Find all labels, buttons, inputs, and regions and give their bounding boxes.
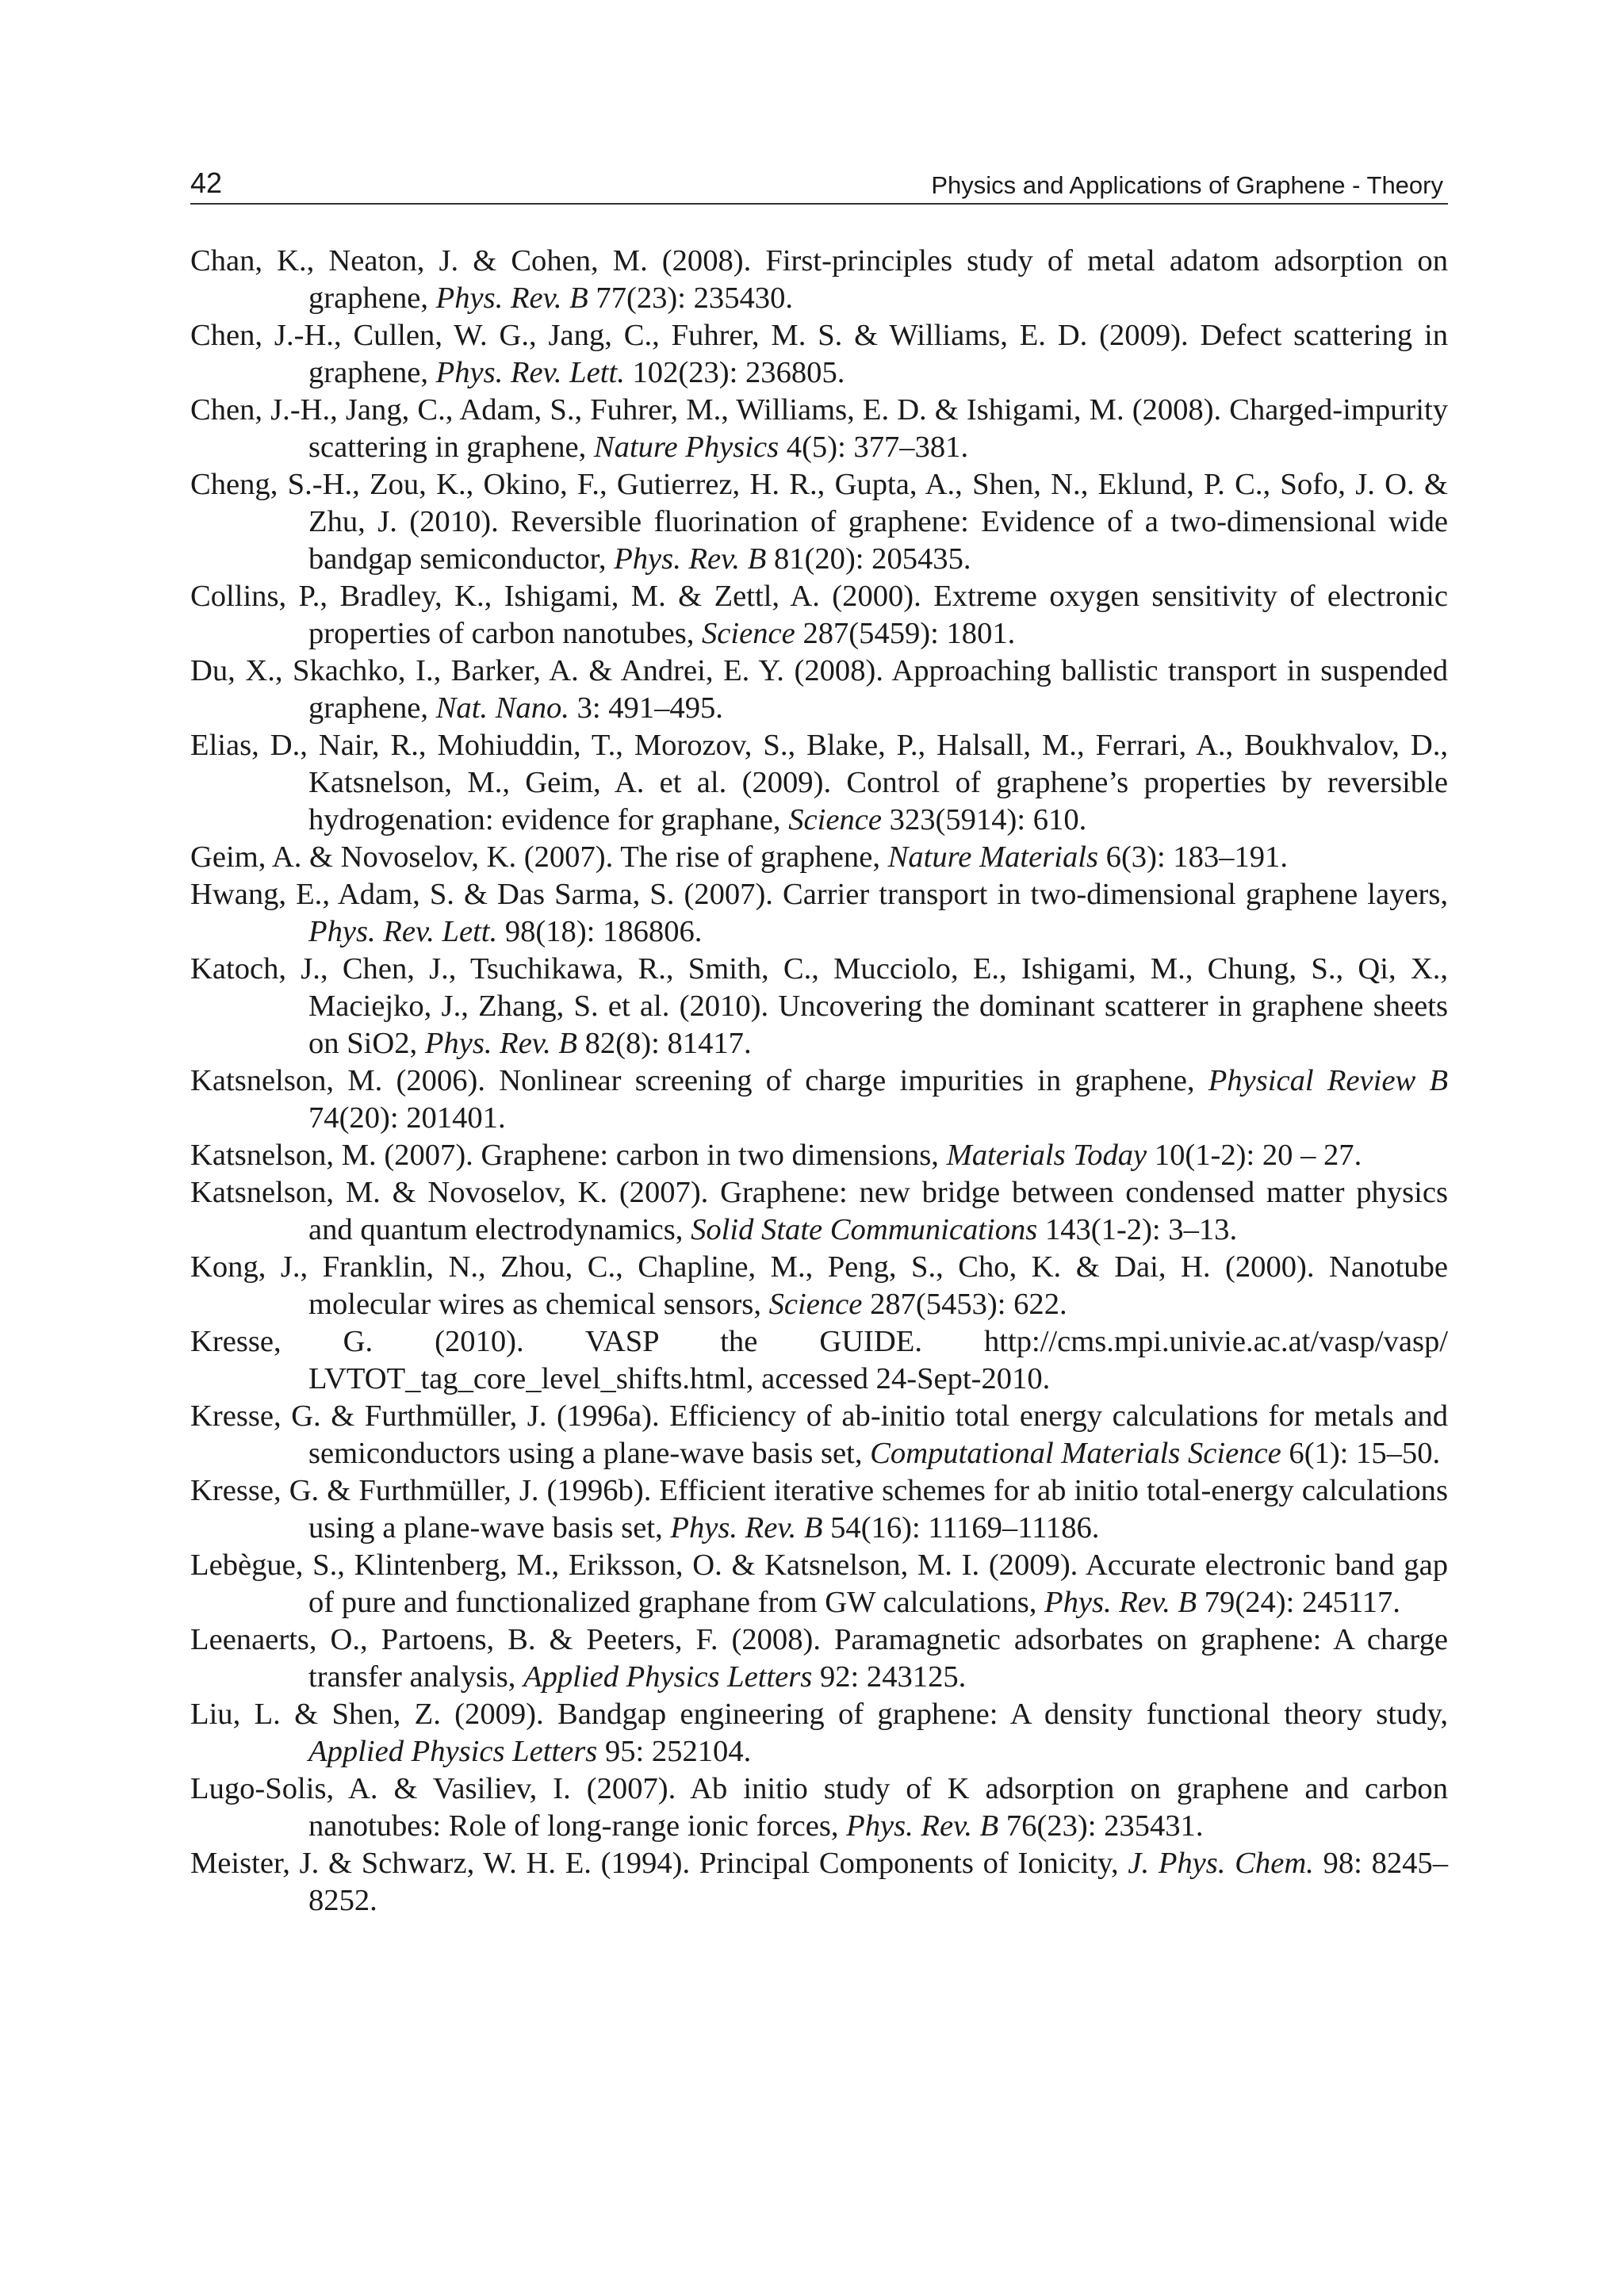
reference-entry bbox=[190, 317, 1448, 392]
page-number: 42 bbox=[190, 167, 223, 199]
reference-volume-pages: 4(5): 377–381. bbox=[779, 431, 969, 464]
reference-entry bbox=[190, 1062, 1448, 1137]
reference-entry bbox=[190, 1770, 1448, 1845]
running-title: Physics and Applications of Graphene - Theory bbox=[931, 171, 1443, 199]
reference-text: Kresse, G. & Furthmüller, J. (1996b). Efficient iterative schemes for ab initio total-energy calculations using a plane-wave basis set, bbox=[190, 1474, 1448, 1545]
journal-name: Phys. Rev. Lett. bbox=[435, 356, 625, 389]
journal-name: Phys. Rev. B bbox=[614, 542, 767, 576]
reference-volume-pages: 81(20): 205435. bbox=[766, 542, 971, 576]
page-header bbox=[190, 163, 1448, 205]
reference-volume-pages: 82(8): 81417. bbox=[576, 1027, 752, 1060]
reference-volume-pages: 287(5453): 622. bbox=[862, 1288, 1067, 1321]
reference-volume-pages: 323(5914): 610. bbox=[882, 803, 1087, 836]
reference-volume-pages: 102(23): 236805. bbox=[624, 356, 845, 389]
reference-text: Lebègue, S., Klintenberg, M., Eriksson, O. & Katsnelson, M. I. (2009). Accurate electronic band gap of pure and functionalized graphane from GW calculations, bbox=[190, 1548, 1448, 1619]
journal-name: Nat. Nano. bbox=[435, 691, 569, 725]
reference-list bbox=[190, 243, 1448, 1920]
reference-entry bbox=[190, 1547, 1448, 1621]
reference-text: Geim, A. & Novoselov, K. (2007). The rise of graphene, bbox=[190, 840, 888, 874]
reference-text: Lugo-Solis, A. & Vasiliev, I. (2007). Ab initio study of K adsorption on graphene and carbon nanotubes: Role of long-range ionic forces, bbox=[190, 1772, 1448, 1843]
reference-volume-pages: 10(1-2): 20 – 27. bbox=[1147, 1139, 1362, 1172]
journal-name: Computational Materials Science bbox=[870, 1437, 1281, 1470]
journal-name: Science bbox=[768, 1288, 863, 1321]
reference-entry bbox=[190, 653, 1448, 727]
reference-entry bbox=[190, 1845, 1448, 1920]
journal-name: Phys. Rev. B bbox=[435, 281, 588, 315]
reference-entry bbox=[190, 1621, 1448, 1696]
reference-volume-pages: 143(1-2): 3–13. bbox=[1037, 1213, 1238, 1246]
journal-name: Nature Materials bbox=[887, 840, 1099, 874]
journal-name: Applied Physics Letters bbox=[308, 1735, 598, 1768]
reference-text: Katsnelson, M. (2007). Graphene: carbon in two dimensions, bbox=[190, 1139, 947, 1172]
reference-entry bbox=[190, 1696, 1448, 1770]
reference-text: Chen, J.-H., Jang, C., Adam, S., Fuhrer, M., Williams, E. D. & Ishigami, M. (2008). Charged-impurity scattering in graphene, bbox=[190, 393, 1448, 464]
reference-text: Chen, J.-H., Cullen, W. G., Jang, C., Fuhrer, M. S. & Williams, E. D. (2009). Defect scattering in graphene, bbox=[190, 319, 1448, 389]
journal-name: Phys. Rev. B bbox=[670, 1511, 823, 1545]
reference-text: Chan, K., Neaton, J. & Cohen, M. (2008). First-principles study of metal adatom adsorption on graphene, bbox=[190, 244, 1448, 315]
reference-entry bbox=[190, 876, 1448, 951]
reference-entry bbox=[190, 951, 1448, 1062]
journal-name: J. Phys. Chem. bbox=[1128, 1847, 1314, 1880]
reference-volume-pages: 287(5459): 1801. bbox=[795, 617, 1016, 650]
reference-text: Leenaerts, O., Partoens, B. & Peeters, F. (2008). Paramagnetic adsorbates on graphene: A charge transfer analysis, bbox=[190, 1623, 1448, 1694]
journal-name: Phys. Rev. B bbox=[1044, 1586, 1197, 1619]
reference-entry bbox=[190, 578, 1448, 653]
reference-text: Kresse, G. & Furthmüller, J. (1996a). Efficiency of ab-initio total energy calculations for metals and semiconductors using a plane-wave basis set, bbox=[190, 1399, 1448, 1470]
reference-volume-pages: 95: 252104. bbox=[597, 1735, 752, 1768]
reference-entry bbox=[190, 839, 1448, 876]
journal-name: Phys. Rev. Lett. bbox=[308, 915, 498, 948]
journal-name: Science bbox=[702, 617, 795, 650]
reference-entry bbox=[190, 1249, 1448, 1323]
reference-text: Kong, J., Franklin, N., Zhou, C., Chapline, M., Peng, S., Cho, K. & Dai, H. (2000). Nanotube molecular wires as chemical sensors, bbox=[190, 1250, 1448, 1321]
reference-entry bbox=[190, 243, 1448, 317]
reference-text: Meister, J. & Schwarz, W. H. E. (1994). Principal Components of Ionicity, bbox=[190, 1847, 1128, 1880]
reference-volume-pages: 77(23): 235430. bbox=[588, 281, 794, 315]
reference-text: Katsnelson, M. & Novoselov, K. (2007). Graphene: new bridge between condensed matter physics and quantum electrodynamics, bbox=[190, 1176, 1448, 1246]
reference-volume-pages: 92: 243125. bbox=[812, 1660, 967, 1694]
reference-volume-pages: 76(23): 235431. bbox=[998, 1809, 1204, 1843]
reference-text: Katsnelson, M. (2006). Nonlinear screening of charge impurities in graphene, bbox=[190, 1064, 1208, 1097]
reference-entry bbox=[190, 466, 1448, 578]
reference-text: Collins, P., Bradley, K., Ishigami, M. & Zettl, A. (2000). Extreme oxygen sensitivity of electronic properties of carbon nanotubes, bbox=[190, 580, 1448, 650]
reference-entry bbox=[190, 1323, 1448, 1398]
reference-entry bbox=[190, 1174, 1448, 1249]
reference-entry bbox=[190, 727, 1448, 839]
reference-text: Du, X., Skachko, I., Barker, A. & Andrei, E. Y. (2008). Approaching ballistic transport in suspended graphene, bbox=[190, 654, 1448, 725]
journal-name: Phys. Rev. B bbox=[846, 1809, 999, 1843]
reference-entry bbox=[190, 1137, 1448, 1174]
journal-name: Physical Review B bbox=[1208, 1064, 1449, 1097]
journal-name: Materials Today bbox=[946, 1139, 1147, 1172]
reference-entry bbox=[190, 392, 1448, 466]
reference-volume-pages: 6(1): 15–50. bbox=[1281, 1437, 1441, 1470]
reference-text: Liu, L. & Shen, Z. (2009). Bandgap engineering of graphene: A density functional theory study, bbox=[190, 1698, 1448, 1731]
reference-entry bbox=[190, 1472, 1448, 1547]
reference-volume-pages: 98(18): 186806. bbox=[497, 915, 703, 948]
reference-entry bbox=[190, 1398, 1448, 1472]
journal-name: Solid State Communications bbox=[691, 1213, 1038, 1246]
reference-volume-pages: 98: 8245–8252. bbox=[308, 1847, 1449, 1917]
journal-name: Applied Physics Letters bbox=[523, 1660, 813, 1694]
reference-volume-pages: 54(16): 11169–11186. bbox=[822, 1511, 1100, 1545]
journal-name: Science bbox=[788, 803, 883, 836]
reference-text: Cheng, S.-H., Zou, K., Okino, F., Gutierrez, H. R., Gupta, A., Shen, N., Eklund, P. C., Sofo, J. O. & Zhu, J. (2010). Reversible fluorination of graphene: Evidence of a two-dimensional wide bandgap semiconductor, bbox=[190, 468, 1448, 576]
reference-volume-pages: 79(24): 245117. bbox=[1197, 1586, 1400, 1619]
reference-text: Hwang, E., Adam, S. & Das Sarma, S. (2007). Carrier transport in two-dimensional graphene layers, bbox=[190, 878, 1448, 911]
reference-text: Kresse, G. (2010). VASP the GUIDE. http://cms.mpi.univie.ac.at/vasp/vasp/ LVTOT_tag_core_level_shifts.html, accessed 24-Sept-2010. bbox=[190, 1325, 1448, 1395]
reference-volume-pages: 6(3): 183–191. bbox=[1098, 840, 1288, 874]
reference-volume-pages: 3: 491–495. bbox=[569, 691, 723, 725]
journal-name: Phys. Rev. B bbox=[424, 1027, 577, 1060]
reference-text: Elias, D., Nair, R., Mohiuddin, T., Morozov, S., Blake, P., Halsall, M., Ferrari, A., Boukhvalov, D., Katsnelson, M., Geim, A. et al. (2009). Control of graphene’s properties by reversible hydrogenation: evidence for graphane, bbox=[190, 729, 1448, 836]
reference-text: Katoch, J., Chen, J., Tsuchikawa, R., Smith, C., Mucciolo, E., Ishigami, M., Chung, S., Qi, X., Maciejko, J., Zhang, S. et al. (2010). Uncovering the dominant scatterer in graphene sheets on SiO2, bbox=[190, 952, 1448, 1060]
journal-name: Nature Physics bbox=[593, 431, 779, 464]
reference-volume-pages: 74(20): 201401. bbox=[308, 1101, 506, 1135]
